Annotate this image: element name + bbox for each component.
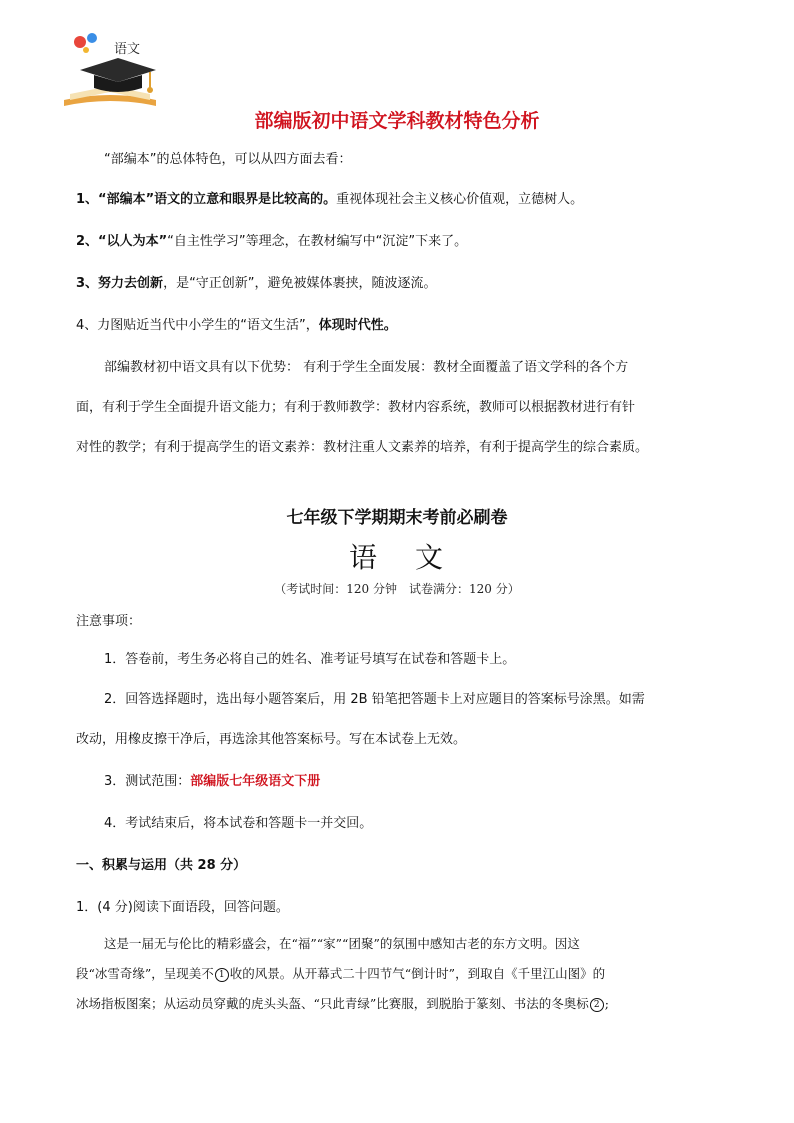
point-1 (76, 190, 583, 210)
advantages-line-3: 对性的教学；有利于提高学生的语文素养：教材注重人文素养的培养，有利于提高学生的综合素质。 (76, 440, 649, 455)
blank-marker-1: 1 (215, 968, 229, 982)
notice-3 (104, 772, 320, 792)
point-4-num: 4、 (76, 318, 98, 333)
point-4-lead: 力图贴近当代中小学生的“语文生活”， (97, 318, 319, 333)
point-3-rest: ，是“守正创新”，避免被媒体裹挟，随波逐流。 (163, 276, 437, 291)
exam-time-note: （考试时间：120 分钟 试卷满分：120 分） (274, 582, 520, 596)
exam-heading: 七年级下学期期末考前必刷卷 (286, 508, 508, 528)
passage-line-3b: ; (604, 996, 610, 1011)
notice-2b: 改动，用橡皮擦干净后，再选涂其他答案标号。写在本试卷上无效。 (76, 732, 467, 747)
section-heading: 一、积累与运用（共 28 分） (76, 858, 247, 873)
point-1-bold: “部编本”语文的立意和眼界是比较高的。 (98, 192, 337, 207)
point-3-num: 3、 (76, 276, 99, 291)
question-1: 1．(4 分)阅读下面语段，回答问题。 (76, 900, 289, 915)
notice-4: 4．考试结束后，将本试卷和答题卡一并交回。 (104, 816, 373, 831)
point-2-bold: “以人为本” (98, 234, 168, 249)
point-2 (76, 232, 467, 252)
notice-2a: 2．回答选择题时，选出每小题答案后，用 2B 铅笔把答题卡上对应题目的答案标号涂黑。如需 (104, 692, 645, 707)
point-1-rest: 重视体现社会主义核心价值观，立德树人。 (336, 192, 584, 207)
passage-line-2b: 收的风景。从开幕式二十四节气“倒计时”，到取自《千里江山图》的 (229, 966, 606, 981)
advantages-line-1: 部编教材初中语文具有以下优势： 有利于学生全面发展：教材全面覆盖了语文学科的各个方 (104, 360, 629, 375)
point-1-num: 1、 (76, 192, 99, 207)
point-2-num: 2、 (76, 234, 99, 249)
point-3-bold: 努力去创新 (98, 276, 164, 291)
notice-3-lead: 3．测试范围： (104, 774, 191, 789)
passage-line-3a: 冰场指板图案；从运动员穿戴的虎头头盔、“只此青绿”比赛服，到脱胎于篆刻、书法的冬奥标 (76, 996, 589, 1011)
logo-label: 语文 (114, 42, 141, 57)
exam-subject-a: 语 (348, 541, 379, 574)
blank-marker-2: 2 (590, 998, 604, 1012)
passage-line-1: 这是一届无与伦比的精彩盛会，在“福”“家”“团聚”的氛围中感知古老的东方文明。因这 (104, 936, 580, 951)
advantages-line-2: 面，有利于学生全面提升语文能力；有利于教师教学：教材内容系统，教师可以根据教材进行有针 (76, 400, 636, 415)
point-2-rest: “自主性学习”等理念，在教材编写中“沉淀”下来了。 (167, 234, 468, 249)
intro-text: “部编本”的总体特色，可以从四方面去看： (104, 152, 352, 167)
graduation-cap-icon (60, 30, 160, 110)
point-3 (76, 274, 437, 294)
notice-1: 1．答卷前，考生务必将自己的姓名、准考证号填写在试卷和答题卡上。 (104, 652, 516, 667)
notice-title: 注意事项： (76, 614, 142, 629)
point-4-bold: 体现时代性。 (318, 318, 397, 333)
page-title: 部编版初中语文学科教材特色分析 (254, 110, 540, 132)
passage-line-2 (76, 964, 605, 984)
passage-line-3 (76, 994, 609, 1014)
point-4 (76, 316, 397, 336)
graduation-cap-logo (60, 30, 160, 110)
exam-subject-b: 文 (415, 541, 446, 574)
exam-subject (0, 536, 794, 576)
passage-line-2a: 段“冰雪奇缘”，呈现美不 (76, 966, 214, 981)
notice-3-range: 部编版七年级语文下册 (190, 774, 321, 789)
